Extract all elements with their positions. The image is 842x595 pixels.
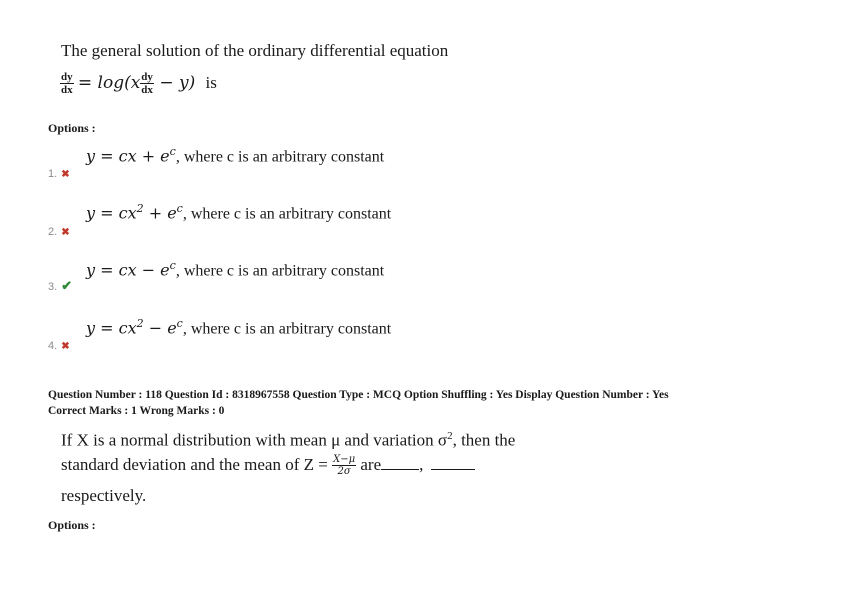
option-2-suffix: , where c is an arbitrary constant (182, 205, 392, 223)
option-2-sup: c (176, 202, 183, 215)
question-118-meta: Question Number : 118 Question Id : 8318967558 Question Type : MCQ Option Shuffling : Yes Display Question Number : Yes (48, 389, 669, 401)
dy-dx-fraction (60, 72, 74, 96)
wrong-mark-icon: ✖ (61, 169, 70, 180)
option-1-text[interactable] (86, 145, 384, 166)
equation-minus-y: − y) (153, 72, 196, 93)
fraction-numerator: dy (141, 71, 153, 83)
fraction-denominator: dx (141, 84, 153, 96)
fraction-numerator: X−μ (333, 454, 356, 466)
option-1-suffix: , where c is an arbitrary constant (175, 148, 385, 166)
option-4-marker (48, 336, 70, 354)
dy-dx-fraction-inner (140, 72, 154, 96)
are-text: are (360, 455, 382, 474)
options-label: Options : (48, 121, 96, 135)
option-4-number: 4. (48, 340, 58, 352)
option-4-mid: − e (143, 318, 177, 338)
z-score-fraction (332, 455, 356, 477)
question-118-line1 (61, 430, 515, 451)
answer-blank-1 (381, 469, 419, 470)
answer-blank-2 (431, 469, 475, 470)
wrong-mark-icon: ✖ (61, 227, 70, 238)
option-2-mid: + e (143, 203, 177, 223)
question-118-line1-text: If X is a normal distribution with mean μ and variation σ (61, 430, 448, 450)
option-2-marker (48, 222, 70, 240)
sigma-squared-sup: 2 (447, 430, 453, 442)
option-4-sup: c (176, 317, 183, 330)
equation-log-part: = log(x (77, 72, 141, 93)
question-117-equation (60, 72, 217, 96)
equation-is: is (205, 72, 217, 92)
question-118-line2-text: standard deviation and the mean of Z = (61, 455, 328, 474)
option-2-text[interactable] (86, 202, 391, 223)
option-4-text[interactable] (86, 317, 391, 338)
option-4-expr: y = cx (86, 318, 137, 338)
option-3-marker (48, 277, 72, 295)
option-3-number: 3. (48, 281, 58, 293)
option-1-number: 1. (48, 168, 58, 180)
fraction-numerator: dy (61, 71, 73, 83)
question-118-line1-end: , then the (452, 430, 516, 450)
option-1-expr: y = cx + e (86, 146, 170, 166)
option-3-suffix: , where c is an arbitrary constant (175, 262, 385, 280)
option-4-suffix: , where c is an arbitrary constant (182, 320, 392, 338)
option-2-expr: y = cx (86, 203, 137, 223)
blank-separator: , (419, 455, 424, 474)
question-118-marks: Correct Marks : 1 Wrong Marks : 0 (48, 405, 225, 417)
question-117-text (61, 41, 448, 61)
fraction-denominator: dx (61, 84, 73, 96)
option-1-sup: c (169, 145, 176, 158)
question-117-line1: The general solution of the ordinary differential equation (61, 41, 449, 60)
option-1-marker (48, 164, 70, 182)
question-118-line3: respectively. (61, 486, 147, 505)
option-2-number: 2. (48, 226, 58, 238)
option-2-sup2: 2 (136, 202, 144, 215)
option-4-sup2: 2 (136, 317, 144, 330)
option-3-text[interactable] (86, 259, 384, 280)
option-3-sup: c (169, 259, 176, 272)
wrong-mark-icon: ✖ (61, 341, 70, 352)
correct-check-icon: ✔ (61, 278, 73, 293)
fraction-denominator: 2σ (332, 465, 356, 477)
option-3-expr: y = cx − e (86, 260, 170, 280)
question-118-options-label: Options : (48, 518, 96, 532)
question-118-line2 (61, 455, 475, 477)
